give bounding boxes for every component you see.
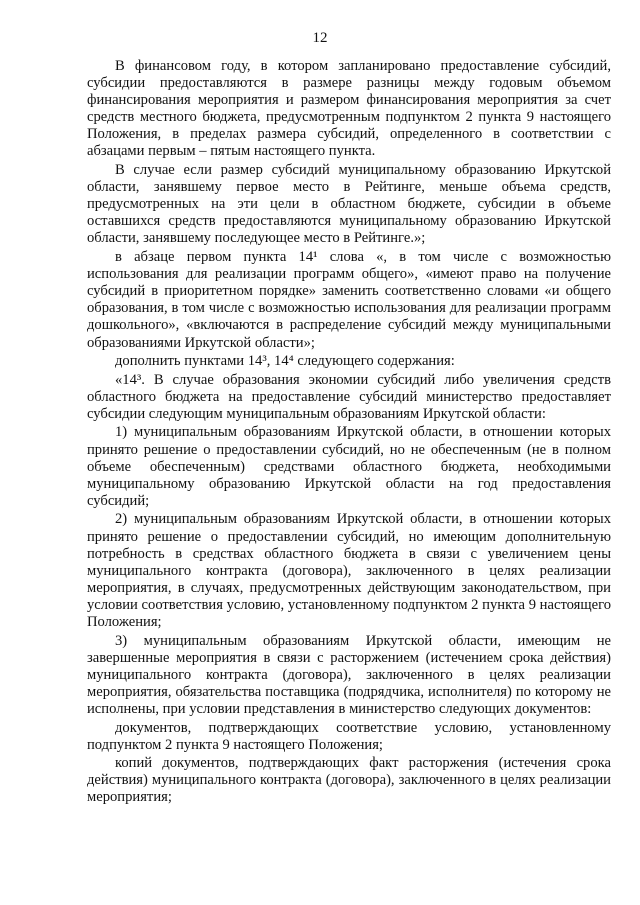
paragraph-7: 2) муниципальным образованиям Иркутской области, в отношении которых принято решение о предоставлении субсидий, но имеющим дополнительную потребность в средствах областного бюджета в связи с увеличением цены муниципального контракта (договора), заключенного в целях реализации мероприятия, в случаях, предусмотренных действующим законодательством, при условии соответствия условию, установленному подпунктом 2 пункта 9 настоящего Положения;	[87, 511, 611, 630]
paragraph-1: В финансовом году, в котором запланировано предоставление субсидий, субсидии предоставляются в размере разницы между годовым объемом финансирования мероприятия и размером финансирования мероприятия за счет средств местного бюджета, предусмотренным подпунктом 2 пункта 9 настоящего Положения, в пределах размера субсидий, определенного в соответствии с абзацами первым – пятым настоящего пункта.	[87, 58, 611, 160]
page-number: 12	[312, 30, 328, 46]
paragraph-3: в абзаце первом пункта 14¹ слова «, в том числе с возможностью использования для реализации программ общего», «имеют право на получение субсидий в приоритетном порядке» заменить соответственно словами «и общего образования, в том числе с возможностью использования для реализации программ дошкольного», «включаются в распределение субсидий между муниципальными образованиями Иркутской области»;	[87, 249, 611, 351]
paragraph-8: 3) муниципальным образованиям Иркутской области, имеющим не завершенные мероприятия в связи с расторжением (истечением срока действия) муниципального контракта (договора), заключенного в целях реализации мероприятия, обязательства поставщика (подрядчика, исполнителя) по которому не исполнены, при условии представления в министерство следующих документов:	[87, 632, 611, 717]
paragraph-10: копий документов, подтверждающих факт расторжения (истечения срока действия) муниципального контракта (договора), заключенного в целях реализации мероприятия;	[87, 755, 611, 806]
paragraph-9: документов, подтверждающих соответствие условию, установленному подпунктом 2 пункта 9 настоящего Положения;	[87, 719, 611, 753]
document-body	[87, 58, 611, 808]
paragraph-2: В случае если размер субсидий муниципальному образованию Иркутской области, занявшему первое место в Рейтинге, меньше объема средств, предусмотренных на эти цели в областном бюджете, субсидии в объеме оставшихся средств предоставляются муниципальному образованию Иркутской области, занявшему последующее место в Рейтинге.»;	[87, 162, 611, 247]
paragraph-4: дополнить пунктами 14³, 14⁴ следующего содержания:	[115, 353, 455, 370]
paragraph-5: «14³. В случае образования экономии субсидий либо увеличения средств областного бюджета на предоставление субсидий министерство предоставляет субсидии следующим муниципальным образованиям Иркутской области:	[87, 371, 611, 422]
paragraph-6: 1) муниципальным образованиям Иркутской области, в отношении которых принято решение о предоставлении субсидий, но не обеспеченным (не в полном объеме обеспеченным) средствами областного бюджета, необходимыми муниципальному образованию Иркутской области на год предоставления субсидий;	[87, 424, 611, 509]
